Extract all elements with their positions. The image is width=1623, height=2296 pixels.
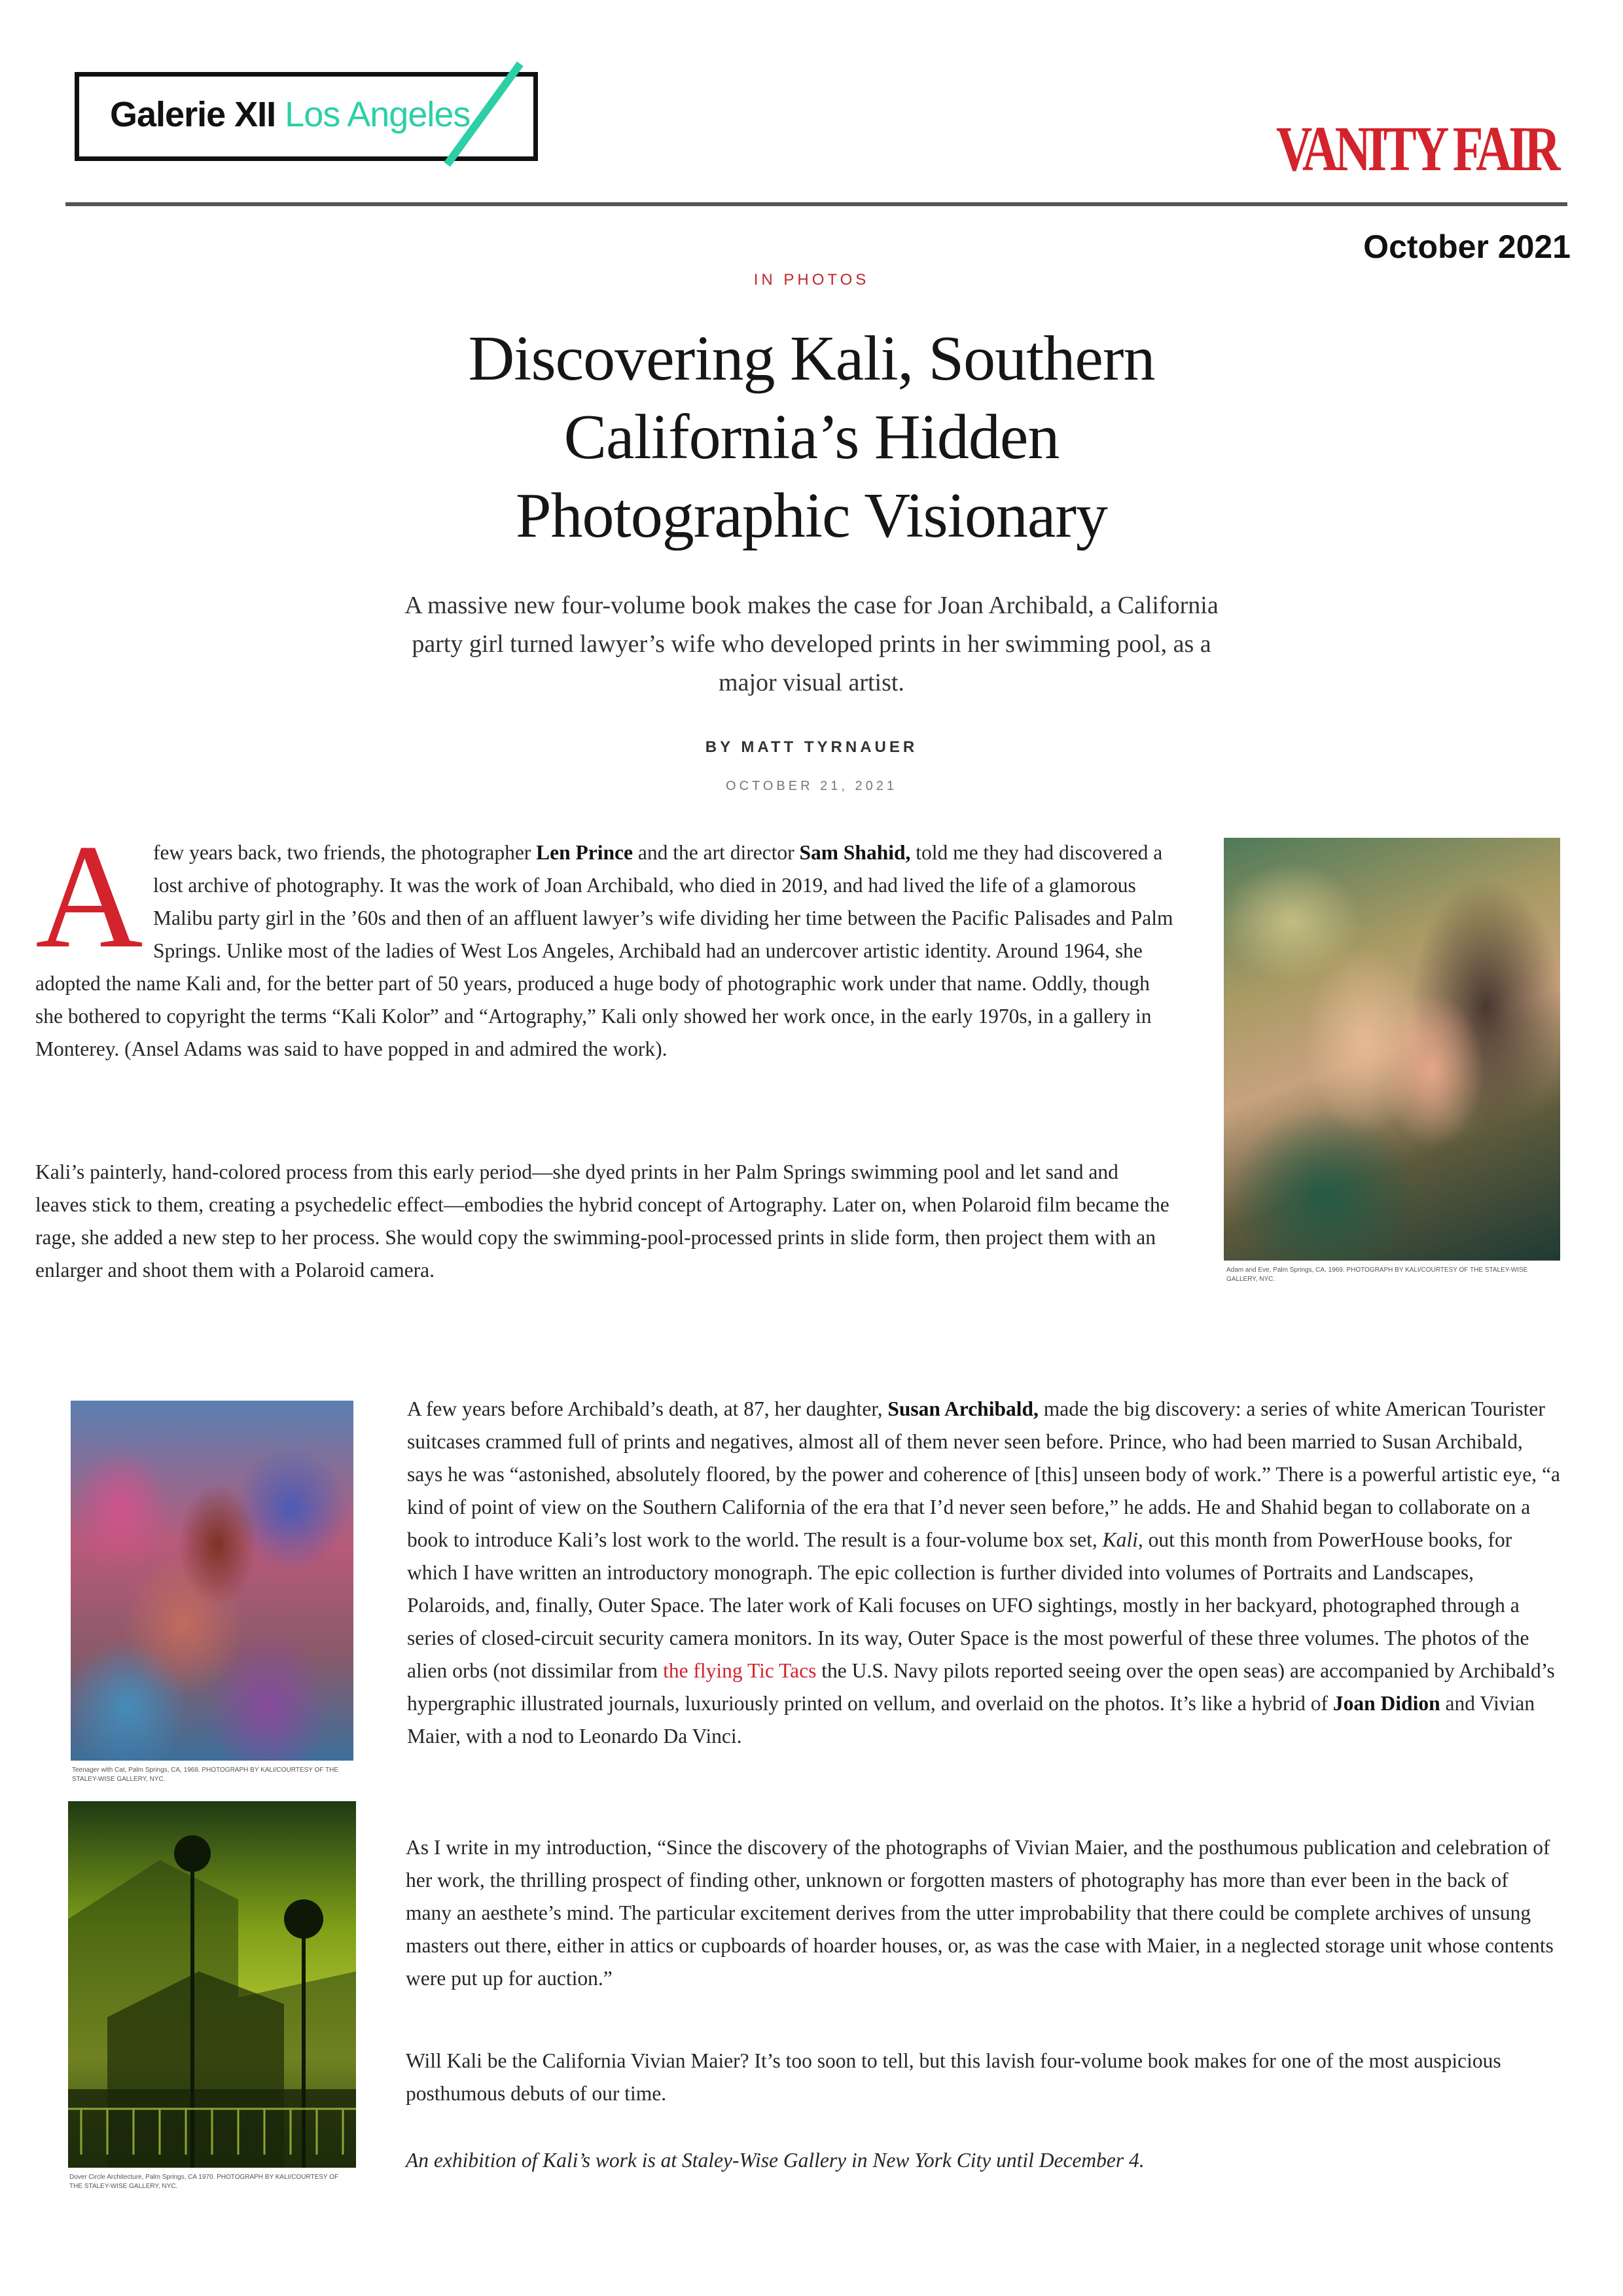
photo-caption: Teenager with Cat, Palm Springs, CA, 1968. PHOTOGRAPH BY KALI/COURTESY OF THE STALEY-WISE GALLERY, NYC.	[72, 1767, 339, 1783]
book-title: Kali,	[1102, 1528, 1143, 1551]
drop-cap: A	[35, 814, 143, 979]
publish-date: OCTOBER 21, 2021	[726, 779, 897, 793]
name-joan-didion: Joan Didion	[1332, 1692, 1440, 1715]
name-susan-archibald: Susan Archibald,	[887, 1397, 1039, 1420]
body-paragraph-2: Kali’s painterly, hand-colored process from this early period—she dyed prints in her Palm Springs swimming pool and let sand and leaves stick to them, creating a psychedelic effect—embodies the hybrid concept of Artography. Later on, when Polaroid film became the rage, she added a new step to her process. She would copy the swimming-pool-processed prints in slide form, then project them with an enlarger and shoot them with a Polaroid camera.	[35, 1160, 1169, 1282]
link-flying-tic-tacs[interactable]: the flying Tic Tacs	[663, 1659, 817, 1682]
byline: BY MATT TYRNAUER	[705, 738, 918, 756]
name-len-prince: Len Prince	[536, 841, 633, 864]
photo-dover-circle-architecture	[68, 1801, 356, 2168]
body-paragraph-3: A few years before Archibald’s death, at 87, her daughter, Susan Archibald, made the big discovery: a series of white American Tourister suitcases crammed full of prints and negatives, almost all of them never seen before. Prince, who had been married to Susan Archibald, says he was “astonished, absolutely floored, by the power and coherence of [this] unseen body of work.” There is a powerful artistic eye, “a kind of point of view on the Southern California of the era that I’d never seen before,” he adds. He and Shahid began to collaborate on a book to introduce Kali’s lost work to the world. The result is a four-volume box set, Kali, out this month from PowerHouse books, for which I have written an introductory monograph. The epic collection is further divided into volumes of Portraits and Landscapes, Polaroids, and, finally, Outer Space. The later work of Kali focuses on UFO sightings, mostly in her backyard, photographed through a series of closed-circuit security camera monitors. In its way, Outer Space is the most powerful of these three volumes. The photos of the alien orbs (not dissimilar from the flying Tic Tacs the U.S. Navy pilots reported seeing over the open seas) are accompanied by Archibald’s hypergraphic illustrated journals, luxuriously printed on vellum, and overlaid on the photos. It’s like a hybrid of Joan Didion and Vivian Maier, with a nod to Leonardo Da Vinci.	[407, 1397, 1560, 1748]
issue-date: October 2021	[1363, 228, 1571, 265]
body-paragraph-4: As I write in my introduction, “Since the discovery of the photographs of Vivian Maier, and the posthumous publication and celebration of her work, the thrilling prospect of finding other, unknown or forgotten masters of photography has more than ever been in the back of many an aesthete’s mind. The particular excitement derives from the utter improbability that there could be complete archives of unsung masters out there, either in attics or cupboards of hoarder houses, or, as was the case with Maier, in a neglected storage unit whose contents were put up for auction.”	[406, 1836, 1554, 1990]
photo-caption: Dover Circle Architecture, Palm Springs, CA 1970. PHOTOGRAPH BY KALI/COURTESY OF THE STALEY-WISE GALLERY, NYC.	[69, 2174, 339, 2190]
section-kicker: IN PHOTOS	[753, 271, 870, 289]
photo-adam-and-eve	[1224, 838, 1560, 1261]
body-paragraph-1: few years back, two friends, the photographer Len Prince and the art director Sam Shahid, told me they had discovered a lost archive of photography. It was the work of Joan Archibald, who died in 2019, and had lived the life of a glamorous Malibu party girl in the ’60s and then of an affluent lawyer’s wife dividing her time between the Pacific Palisades and Palm Springs. Unlike most of the ladies of West Los Angeles, Archibald had an undercover artistic identity. Around 1964, she adopted the name Kali and, for the better part of 50 years, produced a huge body of photographic work under that name. Oddly, though she bothered to copyright the terms “Kali Kolor” and “Artography,” Kali only showed her work once, in the early 1970s, in a gallery in Monterey. (Ansel Adams was said to have popped in and admired the work).	[35, 841, 1173, 1060]
gallery-city: Los Angeles	[285, 95, 471, 134]
gallery-logo	[75, 72, 538, 161]
photo-caption: Adam and Eve, Palm Springs, CA, 1969. PHOTOGRAPH BY KALI/COURTESY OF THE STALEY-WISE GALLERY, NYC.	[1226, 1266, 1528, 1283]
headline-line: Photographic Visionary	[516, 480, 1107, 551]
headline	[353, 319, 1270, 555]
publication-logo: VANITY FAIR	[1276, 114, 1558, 185]
gallery-logo-text	[110, 94, 470, 135]
photo-teenager-with-cat	[71, 1401, 353, 1761]
headline-line: Discovering Kali, Southern	[468, 323, 1155, 394]
headline-line: California’s Hidden	[563, 402, 1060, 473]
body-paragraph-5: Will Kali be the California Vivian Maier? It’s too soon to tell, but this lavish four-volume book makes for one of the most auspicious posthumous debuts of our time.	[406, 2049, 1501, 2105]
exhibition-note: An exhibition of Kali’s work is at Staley-Wise Gallery in New York City until December 4.	[406, 2149, 1145, 2172]
architecture-image	[68, 1801, 356, 2168]
article-dek: A massive new four-volume book makes the case for Joan Archibald, a California party girl turned lawyer’s wife who developed prints in her swimming pool, as a major visual artist.	[404, 592, 1219, 696]
name-sam-shahid: Sam Shahid,	[799, 841, 911, 864]
gallery-name: Galerie XII	[110, 95, 276, 134]
header-divider	[65, 202, 1567, 206]
